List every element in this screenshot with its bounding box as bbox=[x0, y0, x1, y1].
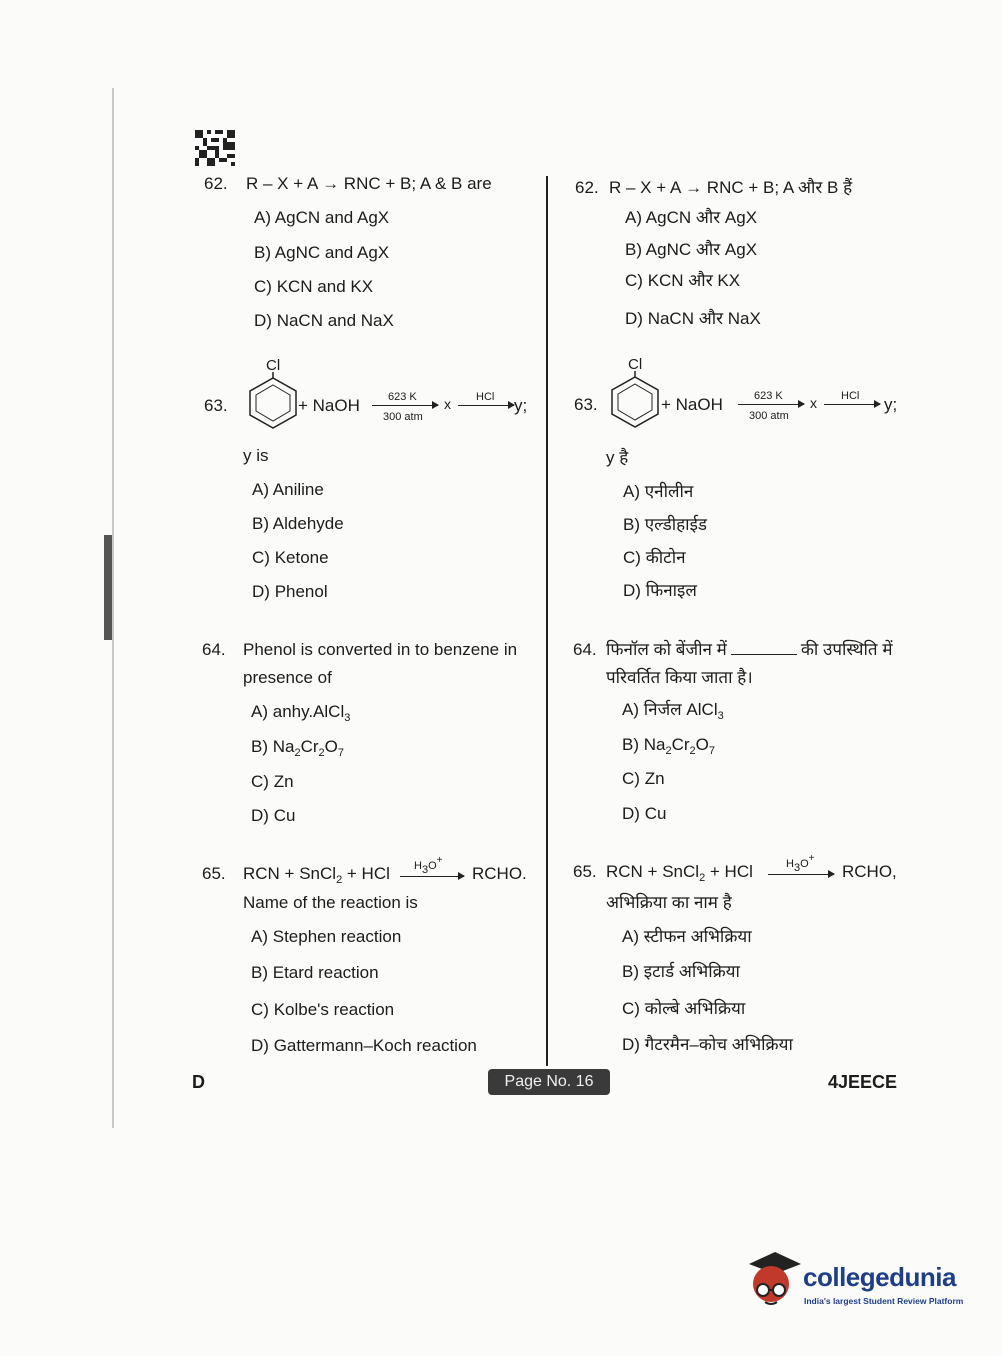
binding-mark bbox=[104, 535, 112, 640]
q65-stem: Name of the reaction is bbox=[243, 893, 418, 912]
page-number: Page No. 16 bbox=[488, 1069, 610, 1095]
q63-number: 63. bbox=[204, 396, 228, 415]
q65-reaction-lhs: RCN + SnCl$_2$ + HCl bbox=[243, 864, 390, 886]
hi-q62-option-b: B) AgNC और AgX bbox=[625, 240, 758, 259]
q63-reagent: + NaOH bbox=[298, 396, 360, 415]
q65-option-b: B) Etard reaction bbox=[251, 963, 379, 982]
q63-hcl-label: HCl bbox=[476, 391, 495, 403]
hi-q63-intermediate: x bbox=[810, 395, 817, 411]
column-divider bbox=[546, 176, 548, 1066]
q63-stem: y is bbox=[243, 446, 269, 465]
hi-q64-option-a: A) निर्जल AlCl$_3$ bbox=[622, 700, 724, 722]
q65-condition: $H_3O^+$ bbox=[414, 855, 443, 876]
hi-q65-condition: $H_3O^+$ bbox=[786, 853, 815, 874]
hi-q63-chlorine-label: Cl bbox=[628, 356, 643, 373]
qr-code-icon bbox=[195, 130, 235, 166]
hi-q62-stem: R – X + A → RNC + B; A और B हैं bbox=[609, 178, 853, 197]
q62-option-d: D) NaCN and NaX bbox=[254, 311, 394, 330]
q63-option-a: A) Aniline bbox=[252, 480, 324, 499]
hi-q63-option-c: C) कीटोन bbox=[623, 548, 686, 567]
hi-q65-option-b: B) इटार्ड अभिक्रिया bbox=[622, 962, 740, 981]
hi-q64-option-d: D) Cu bbox=[622, 804, 667, 823]
q62-number: 62. bbox=[204, 174, 228, 193]
hi-q62-option-c: C) KCN और KX bbox=[625, 271, 741, 290]
q64-option-b: B) $Na_2Cr_2O_7$ bbox=[251, 737, 345, 759]
q63-option-b: B) Aldehyde bbox=[252, 514, 344, 533]
q63-option-c: C) Ketone bbox=[252, 548, 329, 567]
hi-q63-option-a: A) एनीलीन bbox=[623, 482, 694, 501]
hi-q63-cond-pressure: 300 atm bbox=[749, 410, 789, 422]
hi-q64-blank bbox=[731, 640, 797, 655]
hi-q64-option-c: C) Zn bbox=[622, 769, 665, 788]
hi-q64-number: 64. bbox=[573, 640, 597, 659]
q63-cond-temp: 623 K bbox=[388, 391, 417, 403]
hi-q65-arrow bbox=[768, 874, 834, 875]
q64-option-c: C) Zn bbox=[251, 772, 294, 791]
hi-q62-number: 62. bbox=[575, 178, 599, 197]
q63-option-d: D) Phenol bbox=[252, 582, 328, 601]
hi-q63-arrow-2 bbox=[824, 404, 880, 405]
hi-q63-option-d: D) फिनाइल bbox=[623, 581, 697, 600]
collegedunia-tagline: India's largest Student Review Platform bbox=[804, 1296, 964, 1306]
hi-q63-arrow-1 bbox=[738, 404, 804, 405]
hi-q63-option-b: B) एल्डीहाईड bbox=[623, 515, 708, 534]
hi-q63-product: y; bbox=[884, 395, 898, 414]
hi-q63-reagent: + NaOH bbox=[661, 395, 723, 414]
q62-stem: R – X + A → RNC + B; A & B are bbox=[246, 174, 492, 193]
collegedunia-logo-text: collegedunia bbox=[803, 1262, 956, 1292]
collegedunia-mascot-icon bbox=[745, 1250, 801, 1310]
q63-product: y; bbox=[514, 396, 528, 415]
hi-q65-option-c: C) कोल्बे अभिक्रिया bbox=[622, 999, 746, 1018]
q65-reaction-rhs: RCHO. bbox=[472, 864, 527, 883]
q62-option-c: C) KCN and KX bbox=[254, 277, 374, 296]
q63-cond-pressure: 300 atm bbox=[383, 411, 423, 423]
q64-option-d: D) Cu bbox=[251, 806, 296, 825]
hi-q64-stem-line2: परिवर्तित किया जाता है। bbox=[606, 668, 753, 687]
q64-stem-line1: Phenol is converted in to benzene in bbox=[243, 640, 518, 659]
q63-chlorine-label: Cl bbox=[266, 357, 281, 374]
q65-option-a: A) Stephen reaction bbox=[251, 927, 402, 946]
hi-q63-cond-temp: 623 K bbox=[754, 390, 783, 402]
hi-q63-stem: y है bbox=[606, 448, 629, 467]
hi-q65-reaction-lhs: RCN + SnCl$_2$ + HCl bbox=[606, 862, 753, 884]
q63-arrow-2 bbox=[458, 405, 514, 406]
hi-q63-hcl-label: HCl bbox=[841, 390, 860, 402]
q65-option-c: C) Kolbe's reaction bbox=[251, 1000, 395, 1019]
q62-option-b: B) AgNC and AgX bbox=[254, 243, 390, 262]
q63-intermediate: x bbox=[444, 396, 451, 412]
q64-stem-line2: presence of bbox=[243, 668, 332, 687]
q65-number: 65. bbox=[202, 864, 226, 883]
hi-q65-number: 65. bbox=[573, 862, 597, 881]
q64-option-a: A) anhy.AlCl$_3$ bbox=[251, 702, 351, 724]
hi-q62-option-d: D) NaCN और NaX bbox=[625, 309, 761, 328]
hi-q65-reaction-rhs: RCHO, bbox=[842, 862, 897, 881]
hi-q63-number: 63. bbox=[574, 395, 598, 414]
hi-q65-option-a: A) स्टीफन अभिक्रिया bbox=[622, 927, 752, 946]
q64-number: 64. bbox=[202, 640, 226, 659]
booklet-set-label: D bbox=[192, 1072, 205, 1092]
hi-q63-benzene-ring-icon bbox=[605, 371, 665, 431]
q65-option-d: D) Gattermann–Koch reaction bbox=[251, 1036, 477, 1055]
hi-q62-option-a: A) AgCN और AgX bbox=[625, 208, 758, 227]
hi-q64-option-b: B) $Na_2Cr_2O_7$ bbox=[622, 735, 716, 757]
q63-arrow-1 bbox=[372, 405, 438, 406]
exam-code: 4JEECE bbox=[828, 1072, 898, 1092]
q65-arrow bbox=[400, 876, 464, 877]
hi-q65-stem: अभिक्रिया का नाम है bbox=[606, 893, 732, 912]
hi-q65-option-d: D) गैटरमैन–कोच अभिक्रिया bbox=[622, 1035, 793, 1054]
page-edge-line bbox=[112, 88, 114, 1128]
q62-option-a: A) AgCN and AgX bbox=[254, 208, 390, 227]
q63-benzene-ring-icon bbox=[243, 372, 303, 432]
hi-q64-stem-line1: फिनॉल को बेंजीन में की उपस्थिति में bbox=[606, 640, 893, 659]
